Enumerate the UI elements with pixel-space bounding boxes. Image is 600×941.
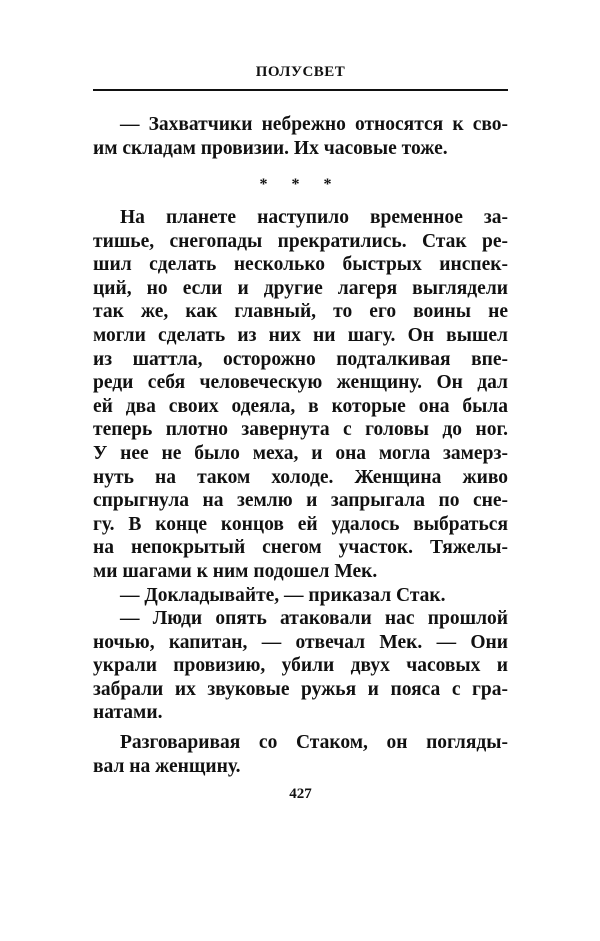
- running-header: ПОЛУСВЕТ: [255, 64, 346, 80]
- paragraph: [93, 584, 508, 608]
- text-line: — Захватчики небрежно относятся к сво-: [120, 114, 508, 135]
- page-number: 427: [289, 786, 312, 802]
- text-line: тишье, снегопады прекратились. Стак ре-: [93, 230, 508, 252]
- text-line: украли провизию, убили двух часовых и: [93, 655, 508, 677]
- text-line: нуть на таком холоде. Женщина живо: [93, 466, 508, 488]
- text-line: на непокрытый снегом участок. Тяжелы-: [93, 537, 508, 559]
- paragraph: [93, 113, 508, 160]
- text-line: ночью, капитан, — отвечал Мек. — Они: [93, 631, 508, 653]
- text-line: натами.: [93, 702, 163, 724]
- paragraph: [93, 206, 508, 584]
- text-line: шил сделать несколько быстрых инспек-: [93, 254, 508, 276]
- text-line: ми шагами к ним подошел Мек.: [93, 560, 378, 582]
- text-line: из шаттла, осторожно подталкивая впе-: [93, 348, 508, 370]
- text-line: гу. В конце концов ей удалось выбраться: [93, 513, 508, 535]
- header-rule: [93, 89, 508, 91]
- text-line: ей два своих одеяла, в которые она была: [93, 395, 508, 417]
- text-line: теперь плотно завернута с головы до ног.: [93, 419, 508, 441]
- text-line: вал на женщину.: [93, 755, 241, 777]
- opening-dialogue: [93, 113, 508, 160]
- text-line: У нее не было меха, и она могла замерз-: [93, 442, 508, 464]
- section-separator: * * *: [259, 176, 342, 193]
- text-line: им складам провизии. Их часовые тоже.: [93, 137, 448, 159]
- text-line: так же, как главный, то его воины не: [93, 301, 508, 323]
- text-line: могли сделать из них ни шагу. Он вышел: [93, 324, 508, 346]
- text-line: спрыгнула на землю и запрыгала по сне-: [93, 490, 508, 512]
- text-line: На планете наступило временное за-: [120, 207, 508, 228]
- text-line: Разговаривая со Стаком, он погляды-: [120, 732, 508, 754]
- text-line: реди себя человеческую женщину. Он дал: [93, 372, 508, 394]
- paragraph: [93, 731, 508, 778]
- text-line: — Люди опять атаковали нас прошлой: [120, 608, 508, 630]
- text-line: ций, но если и другие лагеря выглядели: [93, 277, 508, 299]
- paragraph: [93, 607, 508, 725]
- body-text: [93, 206, 508, 778]
- text-line: — Докладывайте, — приказал Стак.: [120, 584, 446, 606]
- text-line: забрали их звуковые ружья и пояса с гра-: [93, 678, 508, 700]
